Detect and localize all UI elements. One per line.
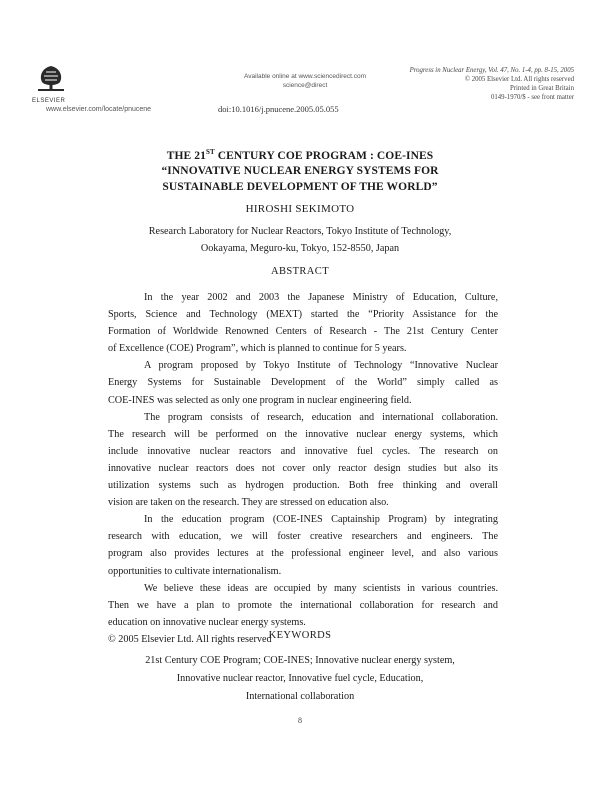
abstract-line: In the year 2002 and 2003 the Japanese Ministry of Education, Culture,	[144, 292, 498, 303]
keywords-line-1: 21st Century COE Program; COE-INES; Innovative nuclear energy system,	[145, 655, 455, 666]
print-location: Printed in Great Britain	[510, 85, 574, 92]
logo-text: ELSEVIER	[32, 98, 66, 104]
abstract-line: education on innovative nuclear energy systems.	[108, 616, 306, 628]
abstract-line: vision are taken on the research. They are stressed on education also.	[108, 497, 389, 509]
title-superscript: ST	[205, 148, 215, 156]
author-name: HIROSHI SEKIMOTO	[245, 203, 355, 215]
paper-title-line-1	[60, 148, 540, 162]
abstract-line: The research will be performed on the innovative nuclear energy systems, which	[108, 428, 498, 440]
elsevier-tree-icon	[34, 62, 68, 92]
abstract-line: Then we have a plan to promote the international collaboration for research and	[108, 599, 498, 611]
journal-citation: Progress in Nuclear Energy, Vol. 47, No. 1-4, pp. 8-15, 2005	[409, 67, 574, 74]
abstract-line: A program proposed by Tokyo Institute of Technology “Innovative Nuclear	[144, 360, 498, 372]
paper-title-line-2: “INNOVATIVE NUCLEAR ENERGY SYSTEMS FOR	[161, 165, 439, 177]
copyright-line: © 2005 Elsevier Ltd. All rights reserved	[464, 76, 574, 83]
abstract-line: © 2005 Elsevier Ltd. All rights reserved	[108, 633, 272, 645]
availability-note: Available online at www.sciencedirect.com	[244, 73, 366, 80]
abstract-line: Formation of Worldwide Renowned Centers of Research - The 21st Century Center	[108, 326, 498, 338]
journal-url: www.elsevier.com/locate/pnucene	[46, 106, 152, 113]
keywords-heading: KEYWORDS	[268, 630, 332, 641]
abstract-line: We believe these ideas are occupied by many scientists in various countries.	[144, 582, 498, 594]
publisher-logo	[28, 62, 88, 104]
keywords-line-3: International collaboration	[245, 691, 355, 702]
abstract-line: opportunities to cultivate internationalism.	[108, 565, 282, 577]
abstract-line: innovative nuclear reactors does not cover only reactor design studies but also its	[108, 462, 498, 474]
abstract-line: program also provides lectures at the professional engineer level, and also various	[108, 548, 498, 560]
affiliation-line-1: Research Laboratory for Nuclear Reactors, Tokyo Institute of Technology,	[148, 226, 452, 237]
title-part: CENTURY COE PROGRAM : COE-INES	[214, 149, 434, 162]
abstract-line: Sports, Science and Technology (MEXT) started the “Priority Assistance for the	[108, 309, 498, 321]
abstract-line: utilization systems such as hydrogen production. Both free thinking and overall	[108, 480, 498, 492]
page-number: 8	[298, 716, 302, 725]
affiliation-line-2: Ookayama, Meguro-ku, Tokyo, 152-8550, Japan	[200, 243, 400, 254]
abstract-body	[108, 289, 498, 648]
issn-line: 0149-1970/$ - see front matter	[490, 94, 574, 101]
title-part: THE 21	[166, 149, 206, 162]
abstract-line: of Excellence (COE) Program”, which is planned to continue for 5 years.	[108, 343, 407, 355]
journal-info	[374, 66, 574, 102]
abstract-line: include innovative nuclear reactors and innovative fuel cycles. The research on	[108, 445, 498, 457]
abstract-line: COE-INES was selected as only one program in nuclear engineering field.	[108, 394, 412, 406]
abstract-line: Energy Systems for Sustainable Development of the World” simply called as	[108, 377, 498, 389]
keywords-line-2: Innovative nuclear reactor, Innovative fuel cycle, Education,	[176, 673, 424, 684]
abstract-heading: ABSTRACT	[270, 266, 330, 277]
sciencedirect-header	[230, 73, 380, 91]
abstract-line: The program consists of research, education and international collaboration.	[144, 411, 498, 423]
abstract-line: In the education program (COE-INES Captainship Program) by integrating	[144, 514, 498, 526]
sciencedirect-logo: science@direct	[282, 82, 328, 89]
doi: doi:10.1016/j.pnucene.2005.05.055	[218, 104, 339, 114]
paper-title-line-3: SUSTAINABLE DEVELOPMENT OF THE WORLD”	[162, 181, 438, 193]
abstract-line: research with education, we will foster creative researchers and engineers. The	[108, 531, 498, 543]
